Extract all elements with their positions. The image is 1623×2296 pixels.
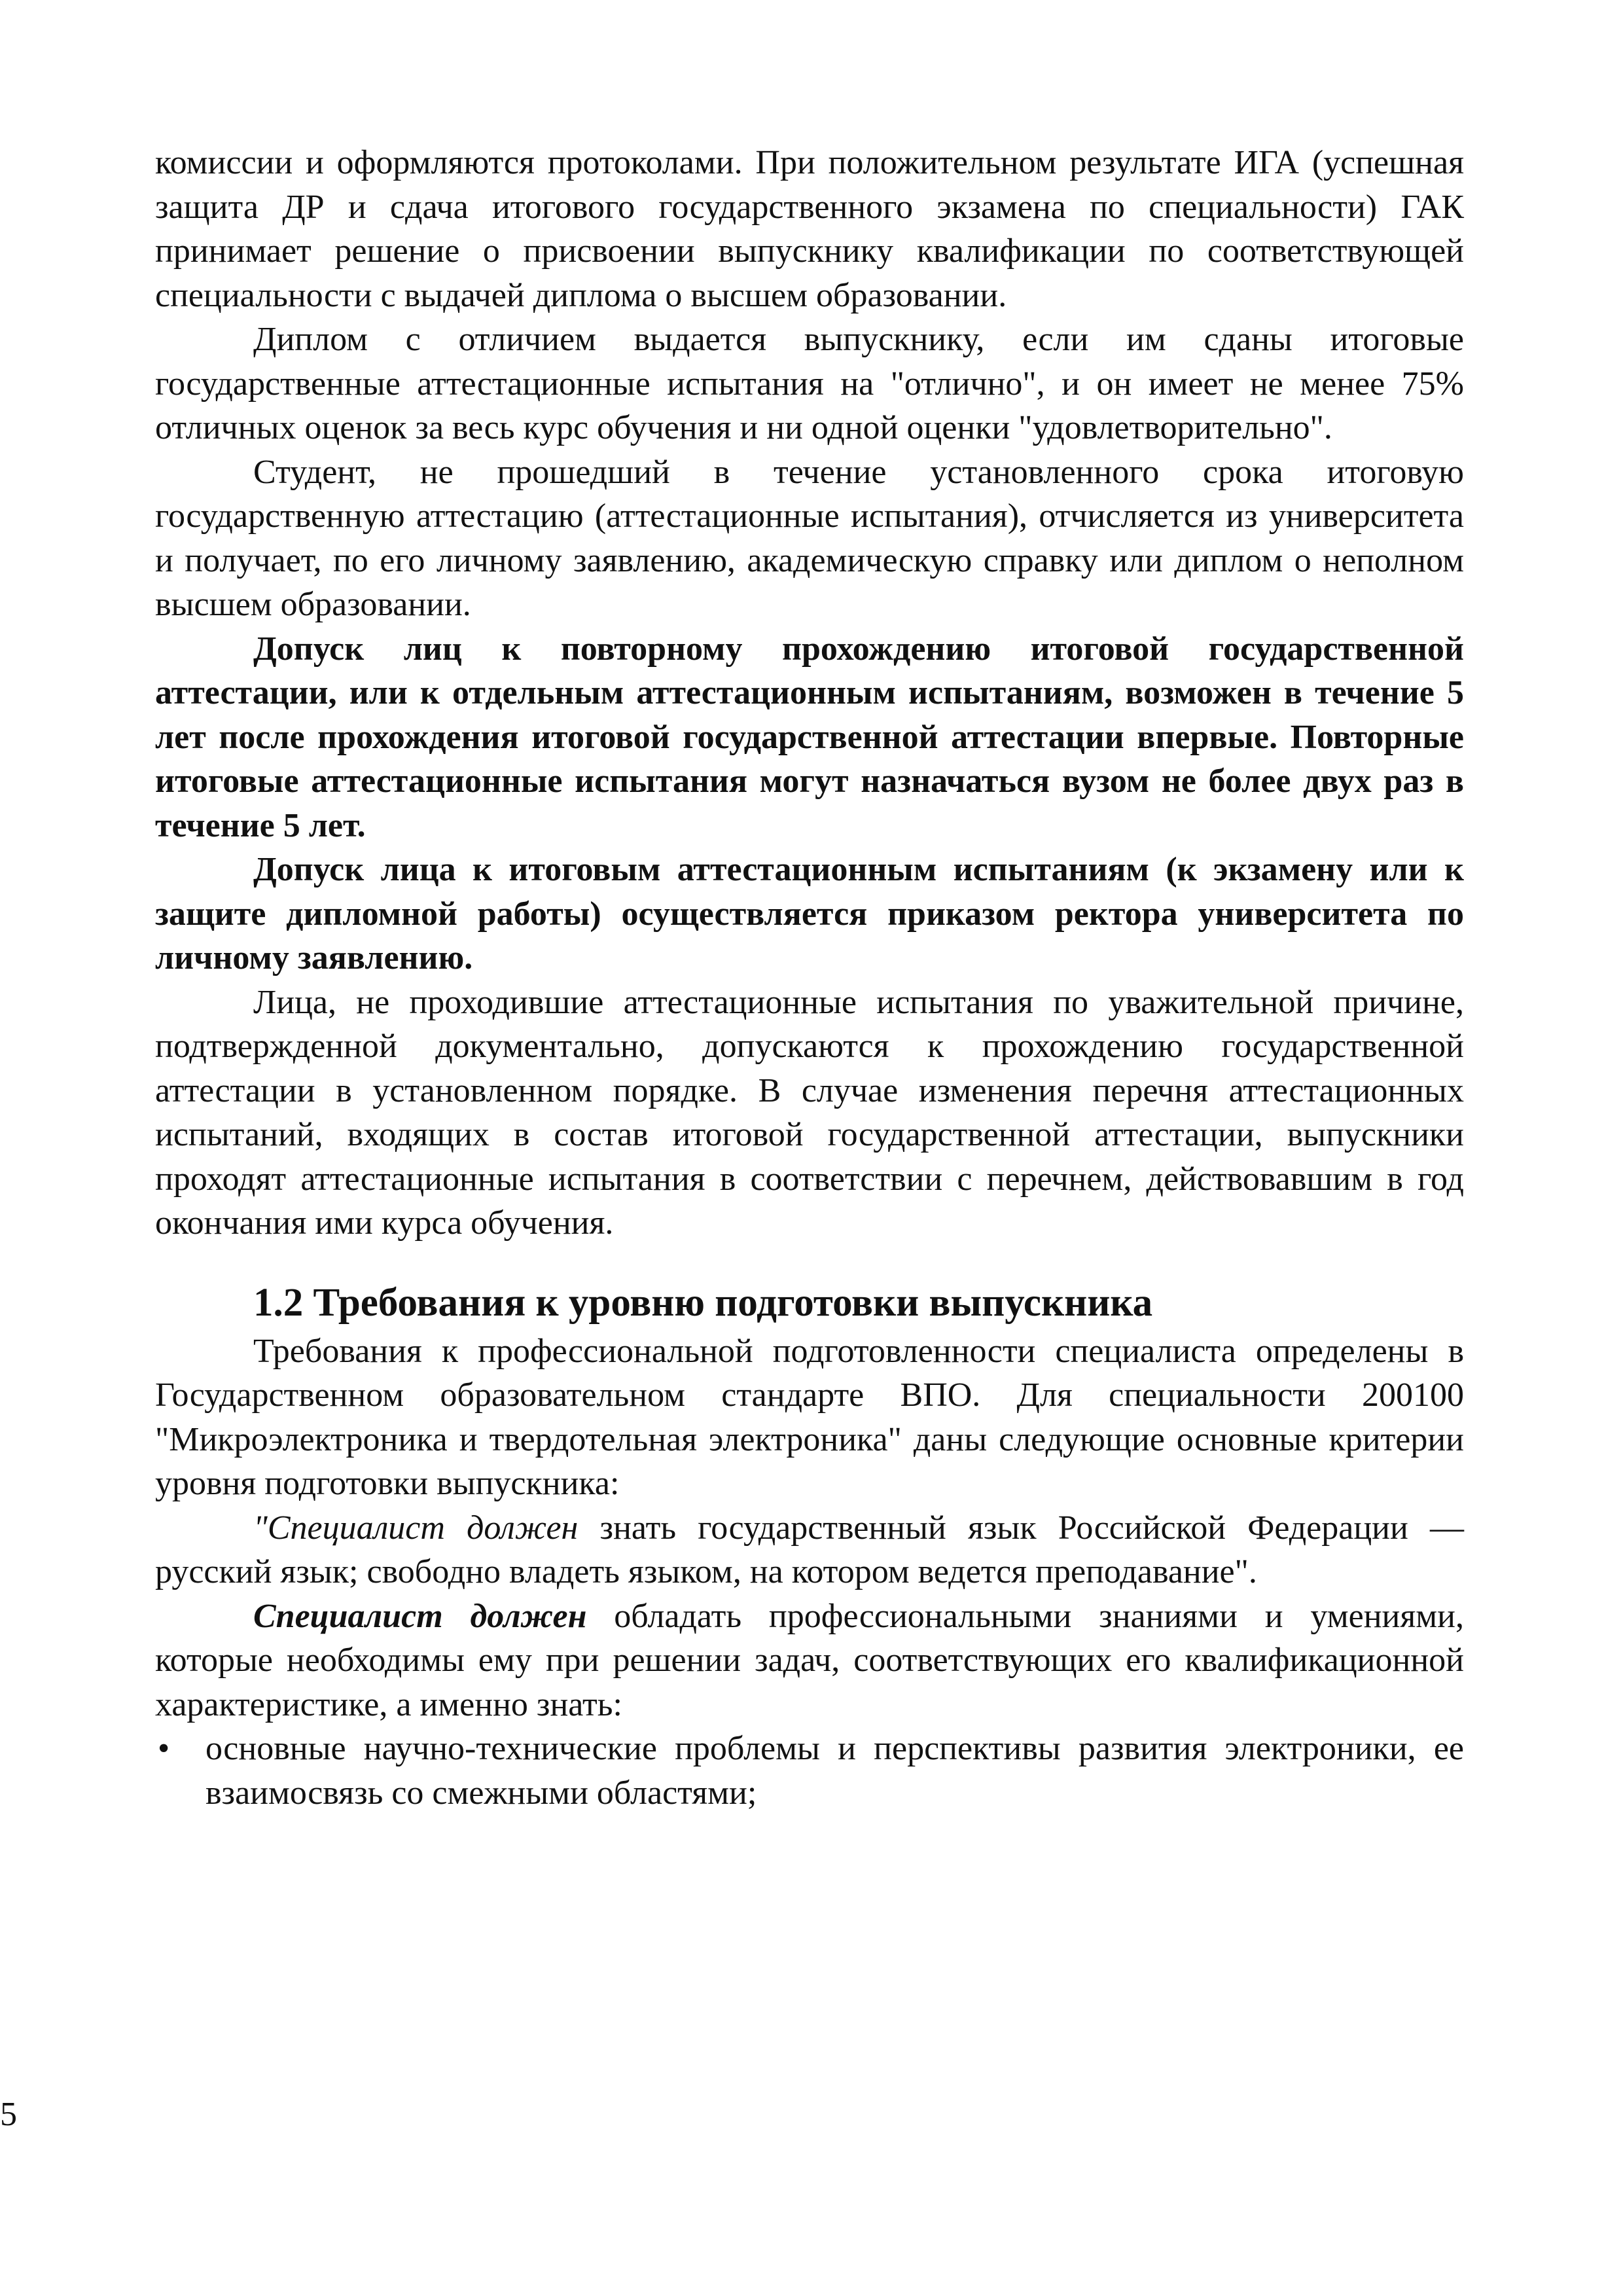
list-item-text: основные научно-технические проблемы и перспективы развития электроники, ее взаимосвязь со смежными областями; — [205, 1730, 1464, 1812]
italic-lead: "Специалист должен — [253, 1509, 579, 1547]
list-item — [155, 1727, 1464, 1815]
paragraph: Требования к профессиональной подготовленности специалиста определены в Государственном образовательном стандарте ВПО. Для специальности 200100 "Микроэлектроника и твердотельная электроника" даны следующие основные критерии уровня подготовки выпускника: — [155, 1332, 1464, 1502]
paragraph-bold: Допуск лиц к повторному прохождению итоговой государственной аттестации, или к отдельным аттестационным испытаниям, возможен в течение 5 лет после прохождения итоговой государственной аттестации впервые. Повторные итоговые аттестационные испытания могут назначаться вузом не более двух раз в течение 5 лет. — [155, 630, 1464, 844]
paragraph — [155, 1594, 1464, 1727]
page-body — [155, 141, 1464, 1815]
paragraph: Лица, не проходившие аттестационные испытания по уважительной причине, подтвержденной документально, допускаются к прохождению государственной аттестации в установленном порядке. В случае изменения перечня аттестационных испытаний, входящих в состав итоговой государственной аттестации, выпускники проходят аттестационные испытания в соответствии с перечнем, действовавшим в год окончания ими курса обучения. — [155, 983, 1464, 1242]
paragraph-text: знать государственный язык Российской Федерации — русский язык; свободно владеть языком, на котором ведется преподавание". — [155, 1509, 1465, 1590]
paragraph-text: обладать профессиональными знаниями и умениями, которые необходимы ему при решении задач, соответствующих его квалификационной характеристике, а именно знать: — [155, 1597, 1464, 1723]
paragraph-bold: Допуск лица к итоговым аттестационным испытаниям (к экзамену или к защите дипломной работы) осуществляется приказом ректора университета по личному заявлению. — [155, 851, 1464, 977]
paragraph: Студент, не прошедший в течение установленного срока итоговую государственную аттестацию (аттестационные испытания), отчисляется из университета и получает, по его личному заявлению, академическую справку или диплом о неполном высшем образовании. — [155, 453, 1464, 623]
section-heading: 1.2 Требования к уровню подготовки выпускника — [253, 1280, 1153, 1325]
page-number: 5 — [0, 2096, 17, 2133]
paragraph — [155, 1506, 1464, 1594]
bullet-icon: • — [158, 1730, 170, 1767]
bullet-list — [155, 1727, 1464, 1815]
paragraph: комиссии и оформляются протоколами. При положительном результате ИГА (успешная защита ДР и сдача итогового государственного экзамена по специальности) ГАК принимает решение о присвоении выпускнику квалификации по соответствующей специальности с выдачей диплома о высшем образовании. — [155, 144, 1464, 314]
bold-italic-lead: Специалист должен — [253, 1597, 587, 1635]
paragraph: Диплом с отличием выдается выпускнику, если им сданы итоговые государственные аттестационные испытания на "отлично", и он имеет не менее 75% отличных оценок за весь курс обучения и ни одной оценки "удовлетворительно". — [155, 321, 1464, 446]
